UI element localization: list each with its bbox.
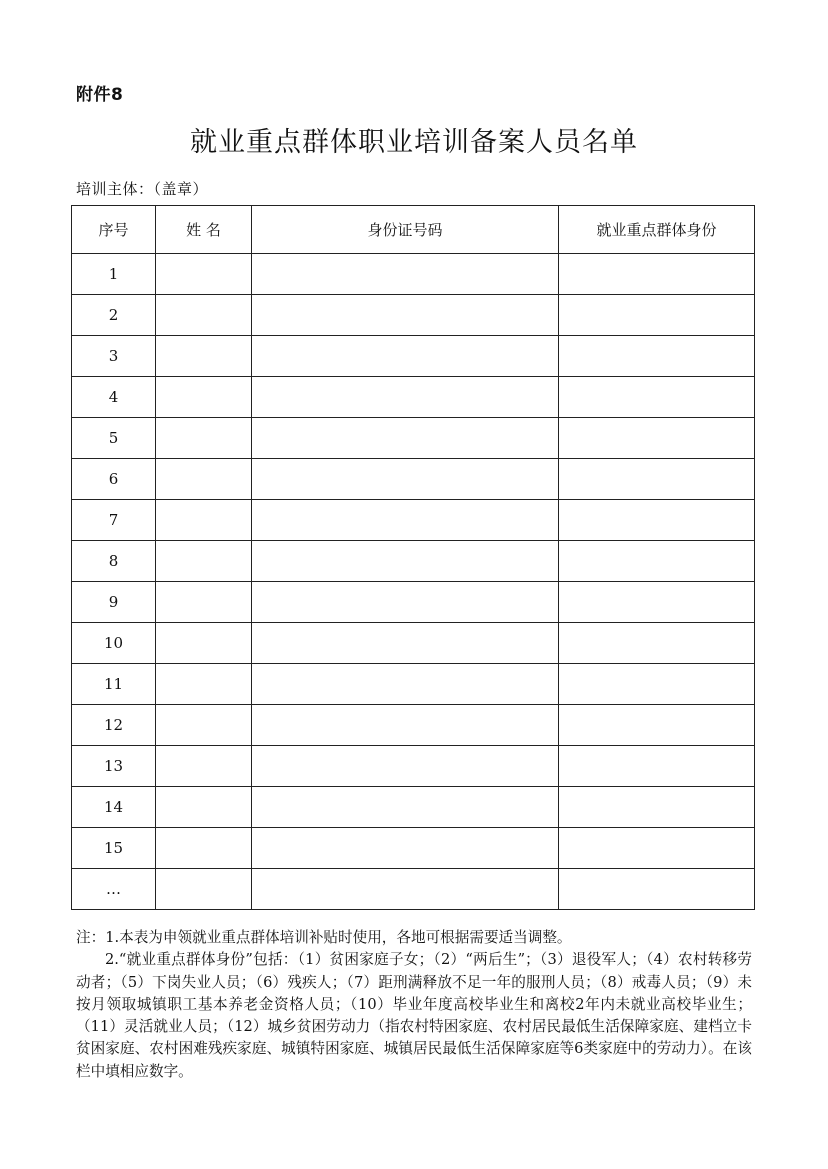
personnel-table [71,205,755,910]
header-serial-number: 序号 [72,206,156,254]
name-cell[interactable] [156,705,252,746]
group-identity-cell[interactable] [559,295,755,336]
attachment-label: 附件8 [76,85,124,105]
header-id-number: 身份证号码 [252,206,559,254]
table-row [72,828,755,869]
name-cell[interactable] [156,377,252,418]
serial-number-cell: … [72,869,156,910]
serial-number-cell: 10 [72,623,156,664]
group-identity-cell[interactable] [559,623,755,664]
serial-number-cell: 13 [72,746,156,787]
table-row [72,377,755,418]
group-identity-cell[interactable] [559,336,755,377]
header-group-identity: 就业重点群体身份 [559,206,755,254]
table-row [72,254,755,295]
name-cell[interactable] [156,336,252,377]
table-row [72,541,755,582]
name-cell[interactable] [156,500,252,541]
name-cell[interactable] [156,459,252,500]
table-row [72,787,755,828]
name-cell[interactable] [156,254,252,295]
notes-section [76,927,752,1083]
name-cell[interactable] [156,418,252,459]
id-number-cell[interactable] [252,869,559,910]
table-row [72,623,755,664]
table-body [72,254,755,910]
name-cell[interactable] [156,787,252,828]
id-number-cell[interactable] [252,746,559,787]
name-cell[interactable] [156,623,252,664]
table-row [72,746,755,787]
serial-number-cell: 8 [72,541,156,582]
id-number-cell[interactable] [252,582,559,623]
note-1: 注：1.本表为申领就业重点群体培训补贴时使用，各地可根据需要适当调整。 [76,929,572,946]
id-number-cell[interactable] [252,377,559,418]
id-number-cell[interactable] [252,787,559,828]
table-row [72,295,755,336]
name-cell[interactable] [156,582,252,623]
name-cell[interactable] [156,295,252,336]
table-row [72,336,755,377]
id-number-cell[interactable] [252,418,559,459]
table-row [72,869,755,910]
page-title: 就业重点群体职业培训备案人员名单 [190,127,638,158]
header-name: 姓 名 [156,206,252,254]
note-2: 2.“就业重点群体身份”包括：（1）贫困家庭子女；（2）“两后生”；（3）退役军人；（4）农村转移劳动者；（5）下岗失业人员；（6）残疾人；（7）距刑满释放不足一年的服刑人员；（8）戒毒人员；（9）未按月领取城镇职工基本养老金资格人员；（10）毕业年度高校毕业生和离校2年内未就业高校毕业生；（11）灵活就业人员；（12）城乡贫困劳动力（指农村特困家庭、农村居民最低生活保障家庭、建档立卡贫困家庭、农村困难残疾家庭、城镇特困家庭、城镇居民最低生活保障家庭等6类家庭中的劳动力）。在该栏中填相应数字。 [76,951,752,1080]
table-row [72,459,755,500]
group-identity-cell[interactable] [559,541,755,582]
table-header-row [72,206,755,254]
group-identity-cell[interactable] [559,500,755,541]
serial-number-cell: 12 [72,705,156,746]
id-number-cell[interactable] [252,705,559,746]
name-cell[interactable] [156,541,252,582]
id-number-cell[interactable] [252,623,559,664]
id-number-cell[interactable] [252,664,559,705]
serial-number-cell: 11 [72,664,156,705]
serial-number-cell: 9 [72,582,156,623]
group-identity-cell[interactable] [559,705,755,746]
name-cell[interactable] [156,664,252,705]
group-identity-cell[interactable] [559,418,755,459]
serial-number-cell: 2 [72,295,156,336]
id-number-cell[interactable] [252,336,559,377]
table-row [72,582,755,623]
serial-number-cell: 6 [72,459,156,500]
id-number-cell[interactable] [252,541,559,582]
id-number-cell[interactable] [252,254,559,295]
group-identity-cell[interactable] [559,787,755,828]
group-identity-cell[interactable] [559,664,755,705]
id-number-cell[interactable] [252,459,559,500]
training-organization-line: 培训主体：（盖章） [76,180,209,198]
serial-number-cell: 7 [72,500,156,541]
table-row [72,664,755,705]
table-row [72,418,755,459]
serial-number-cell: 1 [72,254,156,295]
name-cell[interactable] [156,746,252,787]
name-cell[interactable] [156,828,252,869]
id-number-cell[interactable] [252,295,559,336]
serial-number-cell: 3 [72,336,156,377]
name-cell[interactable] [156,869,252,910]
group-identity-cell[interactable] [559,377,755,418]
group-identity-cell[interactable] [559,582,755,623]
serial-number-cell: 15 [72,828,156,869]
serial-number-cell: 4 [72,377,156,418]
group-identity-cell[interactable] [559,746,755,787]
serial-number-cell: 14 [72,787,156,828]
group-identity-cell[interactable] [559,828,755,869]
table-row [72,500,755,541]
group-identity-cell[interactable] [559,459,755,500]
group-identity-cell[interactable] [559,254,755,295]
table-row [72,705,755,746]
serial-number-cell: 5 [72,418,156,459]
id-number-cell[interactable] [252,500,559,541]
id-number-cell[interactable] [252,828,559,869]
group-identity-cell[interactable] [559,869,755,910]
